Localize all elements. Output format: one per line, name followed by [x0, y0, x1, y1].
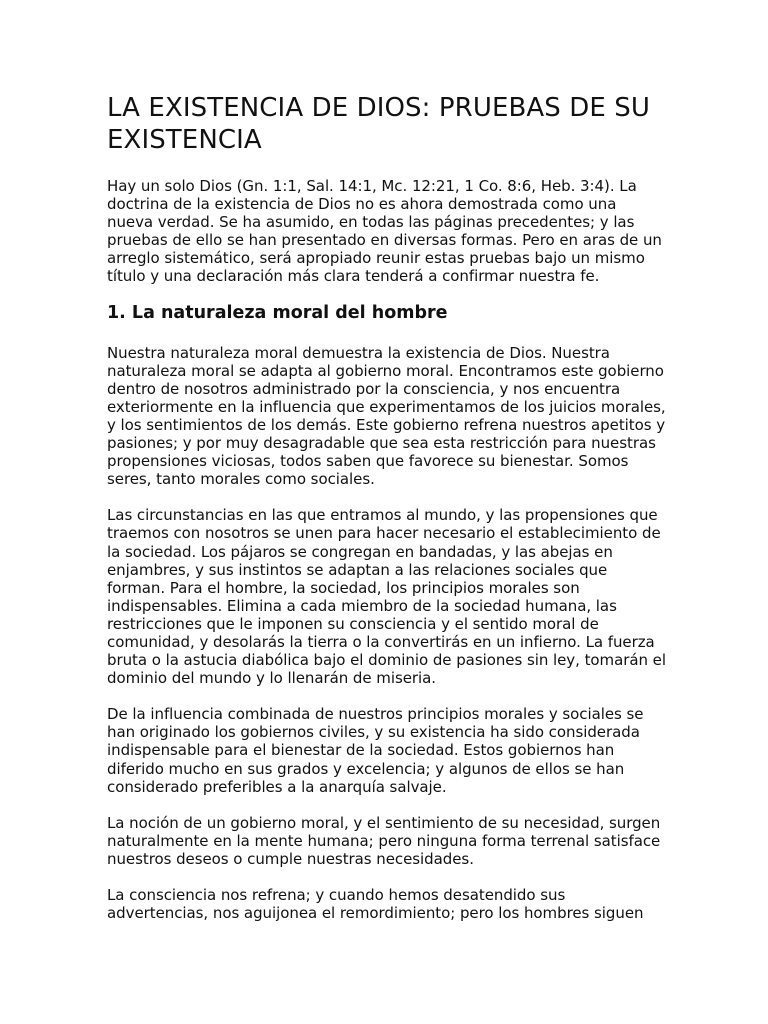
body-paragraph: La consciencia nos refrena; y cuando hemos desatendido sus advertencias, nos aguijonea el remordimiento; pero los hombres siguen	[107, 886, 644, 923]
body-paragraph: De la influencia combinada de nuestros principios morales y sociales se han originado los gobiernos civiles, y su existencia ha sido considerada indispensable para el bienestar de la sociedad. Estos gobiernos han diferido mucho en sus grados y excelencia; y algunos de ellos se han considerado preferibles a la anarquía salvaje.	[107, 705, 644, 796]
body-paragraph: La noción de un gobierno moral, y el sentimiento de su necesidad, surgen naturalmente en la mente humana; pero ninguna forma terrenal satisface nuestros deseos o cumple nuestras necesidades.	[107, 813, 661, 868]
document-page	[107, 92, 667, 922]
document-title: LA EXISTENCIA DE DIOS: PRUEBAS DE SU EXISTENCIA	[107, 93, 651, 155]
section-heading: 1. La naturaleza moral del hombre	[107, 302, 448, 323]
body-paragraph: Las circunstancias en las que entramos al mundo, y las propensiones que traemos con nosotros se unen para hacer necesario el establecimiento de la sociedad. Los pájaros se congregan en bandadas, y las abejas en enjambres, y sus instintos se adaptan a las relaciones sociales que forman. Para el hombre, la sociedad, los principios morales son indispensables. Elimina a cada miembro de la sociedad humana, las restricciones que le imponen su consciencia y el sentido moral de comunidad, y desolarás la tierra o la convertirás en un infierno. La fuerza bruta o la astucia diabólica bajo el dominio de pasiones sin ley, tomarán el dominio del mundo y lo llenarán de miseria.	[107, 506, 666, 688]
body-paragraph: Nuestra naturaleza moral demuestra la existencia de Dios. Nuestra naturaleza moral se adapta al gobierno moral. Encontramos este gobierno dentro de nosotros administrado por la consciencia, y nos encuentra exteriormente en la influencia que experimentamos de los juicios morales, y los sentimientos de los demás. Este gobierno refrena nuestros apetitos y pasiones; y por muy desagradable que sea esta restricción para nuestras propensiones viciosas, todos saben que favorece su bienestar. Somos seres, tanto morales como sociales.	[107, 343, 666, 489]
intro-paragraph: Hay un solo Dios (Gn. 1:1, Sal. 14:1, Mc. 12:21, 1 Co. 8:6, Heb. 3:4). La doctrina de la existencia de Dios no es ahora demostrada como una nueva verdad. Se ha asumido, en todas las páginas precedentes; y las pruebas de ello se han presentado en diversas formas. Pero en aras de un arreglo sistemático, será apropiado reunir estas pruebas bajo un mismo título y una declaración más clara tenderá a confirmar nuestra fe.	[107, 177, 662, 286]
